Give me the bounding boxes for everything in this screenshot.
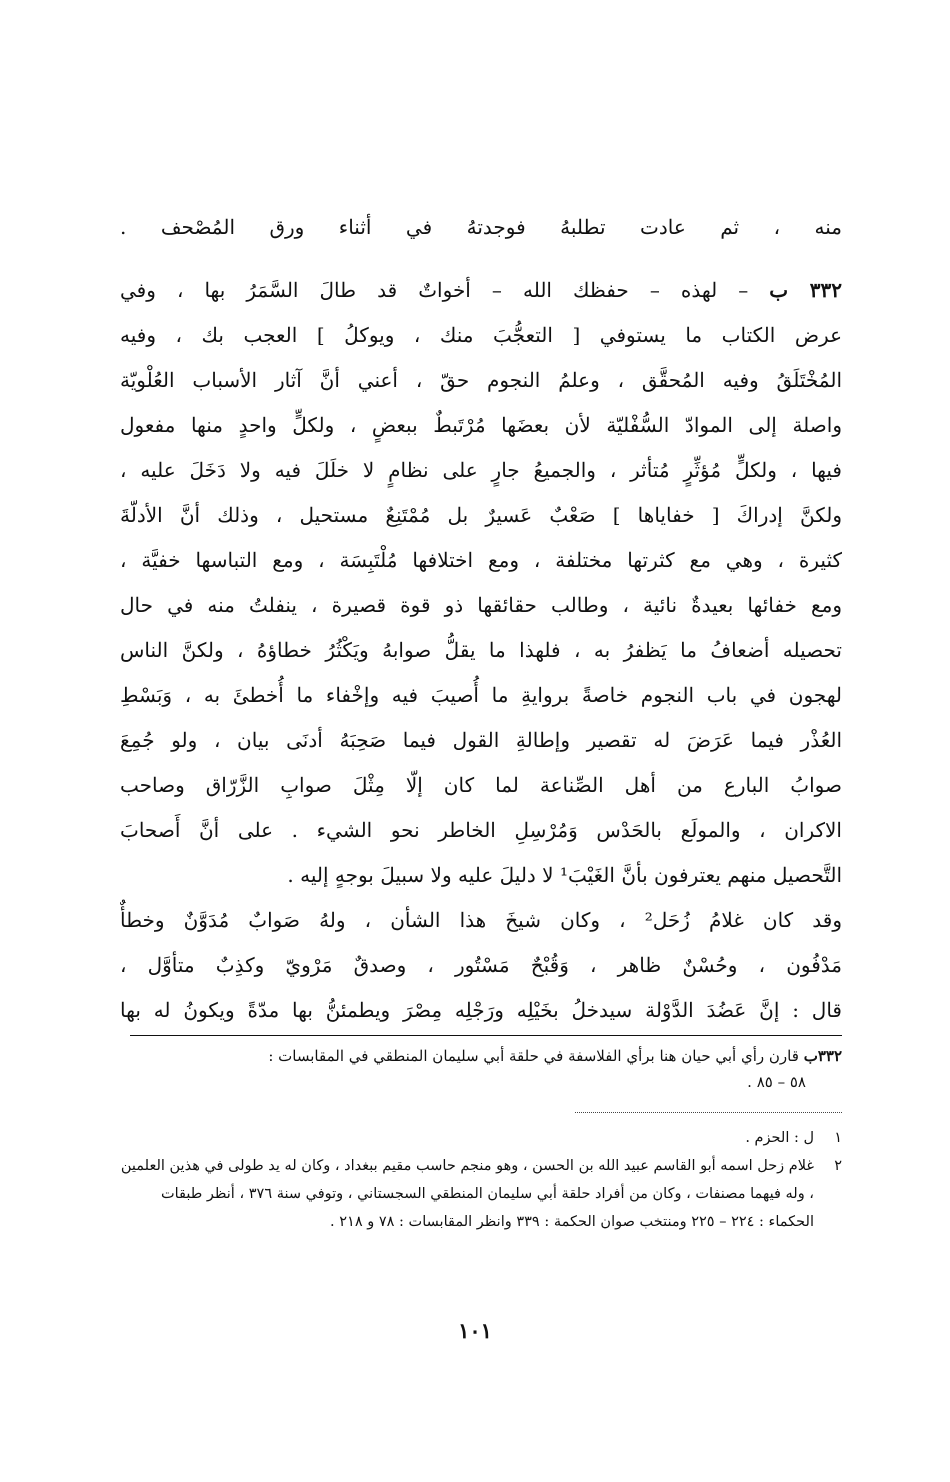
text-line: واصلة إلى الموادّ السُّفْليّة لأن بعضَها مُرْتَبطٌ ببعضٍ ، ولكلٍّ واحدٍ منها مفعول — [120, 413, 842, 437]
footnote-text: ل : الحزم . — [745, 1130, 814, 1146]
text-line: ٣٣٢ ب – لهذه – حفظك الله – أخواتٌ قد طالَ السَّمَرُ بها ، وفي — [120, 278, 842, 302]
main-text — [120, 205, 842, 1033]
footnotes — [120, 1124, 842, 1236]
text-line: منه ، ثم عادت تطلبهُ فوجدتهُ في أثناء ورق المُصْحف . — [120, 215, 842, 239]
section-note-pages: ٥٨ – ٨٥ . — [747, 1073, 806, 1091]
section-note-text: قارن رأي أبي حيان هنا برأي الفلاسفة في حلقة أبي سليمان المنطقي في المقابسات : — [268, 1047, 799, 1065]
footnote-number: ١ — [834, 1130, 842, 1146]
text-line: كثيرة ، وهي مع كثرتها مختلفة ، ومع اختلافها مُلْتَبِسَة ، ومع التباسها خفيَّة ، — [120, 548, 842, 572]
footnote — [120, 1152, 842, 1236]
page-number: ١٠١ — [458, 1318, 492, 1343]
footnote-number: ٢ — [834, 1158, 842, 1174]
text-line: فيها ، ولكلٍّ مُؤثِّرٍ مُتأثر ، والجميعُ جارٍ على نظامٍ لا خلَلَ فيه ولا دَخَلَ عليه ، — [120, 458, 842, 482]
footnote-text: غلام زحل اسمه أبو القاسم عبيد الله بن الحسن ، وهو منجم حاسب مقيم ببغداد ، وكان له يد طولى في هذين العلمين ، وله فيهما مصنفات ، وكان من أفراد حلقة أبي سليمان المنطقي السجستاني ، وتوفي سنة ٣٧٦ ، أنظر طبقات الحكماء : ٢٢٤ – ٢٢٥ ومنتخب صوان الحكمة : ٣٣٩ وانظر المقابسات : ٧٨ و ٢١٨ . — [120, 1158, 814, 1230]
text-line: عرض الكتاب ما يستوفي [ التعجُّبَ منك ، ويوكلُ ] العجب بك ، وفيه — [120, 323, 842, 347]
text-line: الاكران ، والمولَع بالحَدْس وَمُرْسِلِ الخاطر نحو الشيء . على أنَّ أَصحابَ — [120, 818, 842, 842]
section-note — [120, 1043, 842, 1095]
text-line: قال : إنَّ عَضُدَ الدَّوْلة سيدخلُ بخَيْلِه ورَجْلِه مِصْرَ ويطمئنُّ بها مدّةً ويكونُ له بها — [120, 998, 842, 1022]
text-line: ومع خفائها بعيدةٌ نائية ، وطالب حقائقها ذو قوة قصيرة ، ينفلتُ منه في حال — [120, 593, 842, 617]
text-line: تحصيله أضعافُ ما يَظفرُ به ، فلهذا ما يقلُّ صوابهُ ويَكْثُرُ خطاؤهُ ، ولكنَّ الناس — [120, 638, 842, 662]
text-line: لهجون في باب النجوم خاصةً بروايةِ ما أُصيبَ فيه وإخْفاء ما أُخطئَ به ، وَبَسْطِ — [120, 683, 842, 707]
text-line: صوابُ البارع من أهل الصِّناعة لما كان إلّا مِثْلَ صوابِ الزَّرّاق وصاحب — [120, 773, 842, 797]
footnote-rule — [130, 1035, 842, 1036]
text-line: العُذْر فيما عَرَضَ له تقصير وإطالةِ القول فيما صَحِبَهُ أدنَى بيان ، ولو جُمِعَ — [120, 728, 842, 752]
text-line: التَّحصيل منهم يعترفون بأنَّ الغَيْبَ¹ لا دليلَ عليه ولا سبيلَ بوجهٍ إليه . — [287, 863, 842, 887]
entry-number: ٣٣٢ ب — [769, 278, 842, 302]
text-line: ولكنَّ إدراكَ [ خفاياها ] صَعْبٌ عَسيرٌ بل مُمْتَنِعٌ مستحيل ، وذلك أنَّ الأدلّةَ — [120, 503, 842, 527]
footnote-divider — [575, 1112, 842, 1113]
section-note-number: ٣٣٢ب — [803, 1047, 842, 1065]
text-line: وقد كان غلامُ زُحَل² ، وكان شيخَ هذا الشأن ، ولهُ صَوابٌ مُدَوَّنٌ وخطأٌ — [120, 908, 842, 932]
text-line: المُخْتَلَقُ وفيه المُحقَّق ، وعلمُ النجوم حقّ ، أعني أنَّ آثار الأسباب العُلْويّة — [120, 368, 842, 392]
footnote — [120, 1124, 842, 1152]
text-line: مَدْفُون ، وحُسْنٌ ظاهر ، وَقُبْحٌ مَسْتُور ، وصدقٌ مَرْويّ وكذِبٌ متأوَّل ، — [120, 953, 842, 977]
